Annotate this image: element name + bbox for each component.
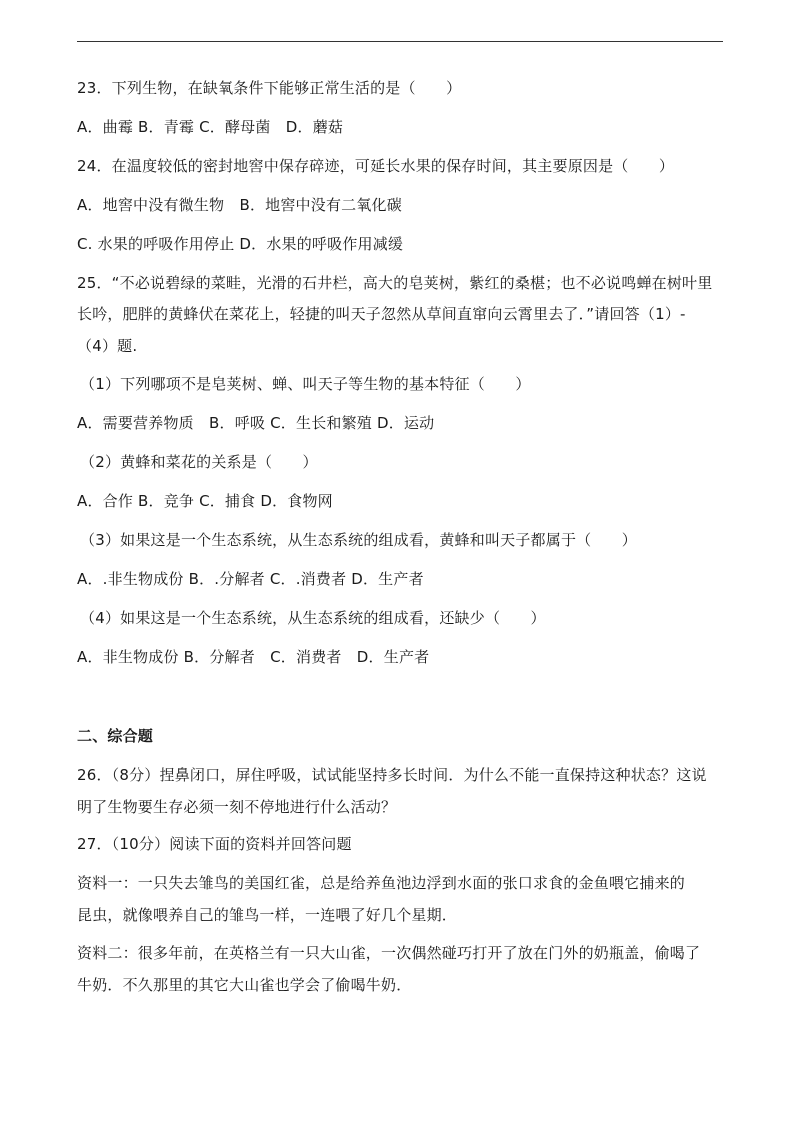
question-25-passage-line-3: （4）题.	[77, 337, 138, 355]
question-26-line-2: 明了生物要生存必须一刻不停地进行什么活动？	[77, 798, 397, 816]
question-27-stem: 27．（10分）阅读下面的资料并回答问题	[77, 835, 352, 853]
question-25-3-stem: （3）如果这是一个生态系统，从生态系统的组成看，黄蜂和叫天子都属于（ ）	[80, 531, 637, 549]
material-2-line-1: 资料二：很多年前，在英格兰有一只大山雀，一次偶然碰巧打开了放在门外的奶瓶盖，偷喝了	[77, 944, 701, 962]
material-1-line-1: 资料一：一只失去雏鸟的美国红雀，总是给养鱼池边浮到水面的张口求食的金鱼喂它捕来的	[77, 874, 686, 892]
question-24-options-ab: A．地窖中没有微生物 B．地窖中没有二氧化碳	[77, 196, 402, 214]
question-25-3-options: A．.非生物成份 B．.分解者 C．.消费者 D．生产者	[77, 570, 424, 588]
question-25-1-stem: （1）下列哪项不是皂荚树、蝉、叫天子等生物的基本特征（ ）	[80, 375, 531, 393]
material-1-line-2: 昆虫，就像喂养自己的雏鸟一样，一连喂了好几个星期．	[77, 906, 458, 924]
question-26-line-1: 26．（8分）捏鼻闭口，屏住呼吸，试试能坚持多长时间．为什么不能一直保持这种状态？这说	[77, 766, 707, 784]
question-23-stem: 23．下列生物，在缺氧条件下能够正常生活的是（ ）	[77, 79, 462, 97]
question-25-passage-line-2: 长吟，肥胖的黄蜂伏在菜花上，轻捷的叫天子忽然从草间直窜向云霄里去了．”请回答（1）-	[77, 305, 686, 323]
question-24-stem: 24．在温度较低的密封地窖中保存碎迹，可延长水果的保存时间，其主要原因是（ ）	[77, 157, 675, 175]
section-heading: 二、综合题	[77, 727, 154, 745]
header-rule	[77, 41, 723, 42]
question-25-4-stem: （4）如果这是一个生态系统，从生态系统的组成看，还缺少（ ）	[80, 609, 546, 627]
question-25-1-options: A．需要营养物质 B．呼吸 C．生长和繁殖 D．运动	[77, 414, 435, 432]
question-24-options-cd: C. 水果的呼吸作用停止 D．水果的呼吸作用减缓	[77, 235, 404, 253]
question-25-2-options: A．合作 B．竞争 C．捕食 D．食物网	[77, 492, 333, 510]
question-25-passage-line-1: 25．“不必说碧绿的菜畦，光滑的石井栏，高大的皂荚树，紫红的桑椹；也不必说鸣蝉在树叶里	[77, 274, 713, 292]
question-25-2-stem: （2）黄蜂和菜花的关系是（ ）	[80, 453, 318, 471]
question-25-4-options: A．非生物成份 B．分解者 C．消费者 D．生产者	[77, 648, 430, 666]
material-2-line-2: 牛奶．不久那里的其它大山雀也学会了偷喝牛奶．	[77, 976, 412, 994]
question-23-options: A．曲霉 B．青霉 C．酵母菌 D．蘑菇	[77, 118, 344, 136]
